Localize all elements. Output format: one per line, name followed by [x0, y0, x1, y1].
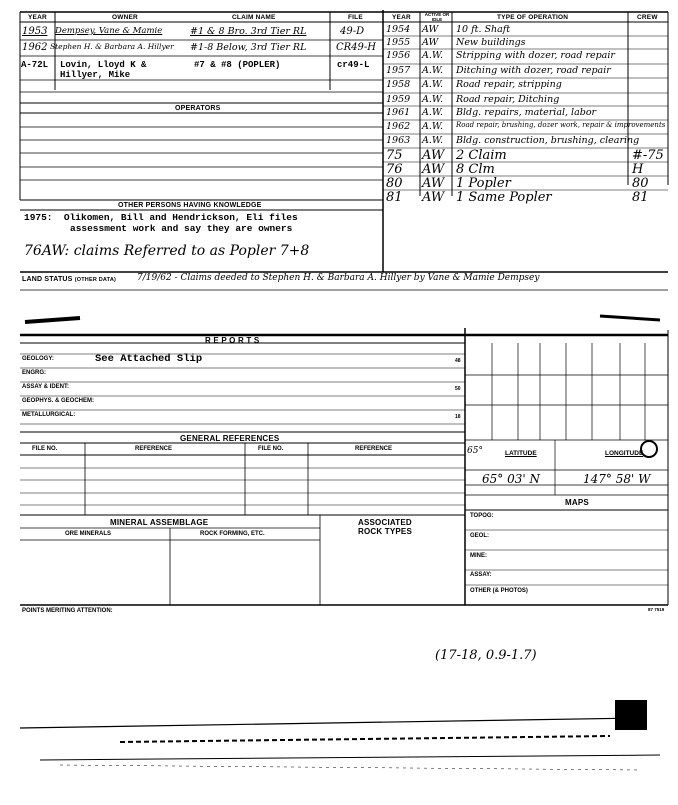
activity-row-type: 2 Claim [456, 148, 507, 163]
report-row-number: 18 [455, 414, 461, 420]
activity-row-active: AW [422, 148, 445, 163]
form-number: 87 7519 [648, 607, 665, 612]
longitude-label: LONGITUDE [605, 450, 644, 457]
knowledge-note: 76AW: claims Referred to as Popler 7+8 [24, 243, 310, 259]
latitude-value: 65° 03' N [482, 472, 540, 486]
header-active: ACTIVE OR IDLE [424, 12, 450, 22]
claim-row-owner: Dempsey, Vane & Mamie [55, 26, 163, 36]
header-claim-name: CLAIM NAME [232, 14, 276, 21]
gr-header-file-no: FILE NO. [258, 446, 284, 452]
ore-minerals-label: ORE MINERALS [65, 531, 112, 537]
activity-row-year: 75 [386, 148, 403, 163]
activity-row-year: 1956 [386, 50, 411, 61]
activity-row-active: A.W. [422, 50, 444, 61]
activity-row-year: 1959 [386, 94, 411, 105]
activity-row-year: 1962 [386, 121, 411, 132]
operators-label: OPERATORS [175, 105, 221, 112]
header-file: FILE [348, 14, 363, 21]
activity-row-active: A.W. [422, 135, 444, 146]
maps-row-geol: GEOL: [470, 533, 489, 539]
mineral-assemblage-title: MINERAL ASSEMBLAGE [110, 518, 209, 527]
activity-row-year: 76 [386, 162, 403, 177]
claim-row-owner: Hillyer, Mike [60, 70, 131, 80]
associated-label: ASSOCIATED [358, 518, 412, 527]
activity-row-type: Bldg. construction, brushing, clearing [456, 135, 640, 146]
activity-row-type: 1 Same Popler [456, 190, 552, 205]
activity-row-active: AW [422, 190, 445, 205]
activity-row-active: A.W. [422, 121, 444, 132]
report-row-label: ASSAY & IDENT: [22, 384, 70, 390]
gr-header-reference: REFERENCE [135, 446, 173, 452]
activity-row-type: Stripping with dozer, road repair [456, 50, 615, 61]
claim-row-owner: Lovin, Lloyd K & [60, 60, 147, 70]
rock-forming-label: ROCK FORMING, ETC. [200, 531, 265, 537]
activity-row-type: Bldg. repairs, material, labor [456, 107, 597, 118]
activity-row-type: 8 Clm [456, 162, 495, 177]
maps-row-topog: TOPOG: [470, 513, 494, 519]
activity-row-type: Ditching with dozer, road repair [456, 65, 611, 76]
circle-mark-icon [640, 440, 658, 458]
activity-row-active: AW [422, 37, 439, 48]
activity-row-active: AW [422, 176, 445, 191]
report-row-value: See Attached Slip [95, 353, 203, 365]
activity-row-year: 1954 [386, 24, 411, 35]
activity-row-year: 1957 [386, 65, 411, 76]
report-row-label: ENGRG: [22, 370, 46, 376]
maps-row-other: OTHER (& PHOTOS) [470, 588, 528, 594]
activity-row-type: Road repair, stripping [456, 79, 562, 90]
activity-row-type: Road repair, brushing, dozer work, repair & improvements [456, 121, 666, 129]
general-references-title: GENERAL REFERENCES [180, 434, 280, 443]
activity-row-crew: H [632, 162, 644, 177]
gr-header-file-no: FILE NO. [32, 446, 58, 452]
activity-row-active: AW [422, 162, 445, 177]
reports-title: R E P O R T S [205, 336, 260, 345]
activity-row-year: 80 [386, 176, 403, 191]
activity-row-year: 81 [386, 190, 403, 205]
activity-row-crew: 80 [632, 176, 649, 191]
claim-row-file: 49-D [340, 26, 365, 37]
claim-row-claim: #1 & 8 Bro. 3rd Tier RL [190, 26, 307, 37]
longitude-value: 147° 58' W [583, 472, 651, 486]
coordinates-note: (17-18, 0.9-1.7) [435, 648, 537, 663]
report-row-number: 50 [455, 386, 461, 392]
maps-row-assay: ASSAY: [470, 572, 492, 578]
activity-row-year: 1955 [386, 37, 411, 48]
activity-row-type: 10 ft. Shaft [456, 24, 511, 35]
activity-row-active: A.W. [422, 79, 444, 90]
rock-types-label: ROCK TYPES [358, 527, 413, 536]
land-status-text: 7/19/62 - Claims deeded to Stephen H. & Barbara A. Hillyer by Vane & Mamie Dempsey [137, 273, 540, 283]
scan-blot [615, 700, 647, 730]
claim-row-file: cr49-L [337, 60, 370, 70]
claim-row-claim: #7 & #8 (POPLER) [194, 60, 281, 70]
activity-row-year: 1958 [386, 79, 411, 90]
land-status-label-text: LAND STATUS [22, 276, 73, 283]
claim-row-claim: #1-8 Below, 3rd Tier RL [190, 42, 307, 53]
activity-row-type: New buildings [456, 37, 526, 48]
activity-row-type: 1 Popler [456, 176, 511, 191]
latitude-label: LATITUDE [505, 450, 537, 457]
activity-row-year: 1961 [386, 107, 411, 118]
claim-row-file: CR49-H [336, 42, 377, 53]
header-crew: CREW [637, 14, 658, 21]
header-activity-year: YEAR [392, 14, 411, 21]
report-row-label: GEOLOGY: [22, 356, 54, 362]
claim-row-owner: Stephen H. & Barbara A. Hillyer [50, 42, 174, 51]
maps-row-mine: MINE: [470, 553, 487, 559]
report-row-label: GEOPHYS. & GEOCHEM: [22, 398, 95, 404]
points-meriting-label: POINTS MERITING ATTENTION: [22, 608, 113, 614]
gr-header-reference: REFERENCE [355, 446, 393, 452]
land-status-sublabel: (OTHER DATA) [74, 277, 117, 283]
knowledge-line-2: assessment work and say they are owners [70, 223, 293, 234]
claim-row-year: A-72L [21, 60, 49, 70]
activity-row-active: A.W. [422, 94, 444, 105]
claim-row-year: 1953 [22, 26, 48, 37]
report-row-label: METALLURGICAL: [22, 412, 76, 418]
activity-row-crew: 81 [632, 190, 649, 205]
activity-row-active: AW [422, 24, 439, 35]
land-status-label [22, 276, 116, 283]
maps-label: MAPS [565, 498, 589, 507]
header-year: YEAR [28, 14, 47, 21]
knowledge-line-1: 1975: Olikomen, Bill and Hendrickson, Eli files [24, 212, 298, 223]
activity-row-year: 1963 [386, 135, 411, 146]
activity-row-type: Road repair, Ditching [456, 94, 560, 105]
header-type: TYPE OF OPERATION [497, 14, 569, 21]
header-owner: OWNER [112, 14, 138, 21]
claim-row-year: 1962 [22, 42, 48, 53]
activity-row-active: A.W. [422, 65, 444, 76]
report-row-number: 48 [455, 358, 461, 364]
activity-row-crew: #-75 [632, 148, 664, 163]
activity-row-active: A.W. [422, 107, 444, 118]
knowledge-label: OTHER PERSONS HAVING KNOWLEDGE [118, 202, 262, 209]
lat-note: 65° [467, 446, 483, 456]
